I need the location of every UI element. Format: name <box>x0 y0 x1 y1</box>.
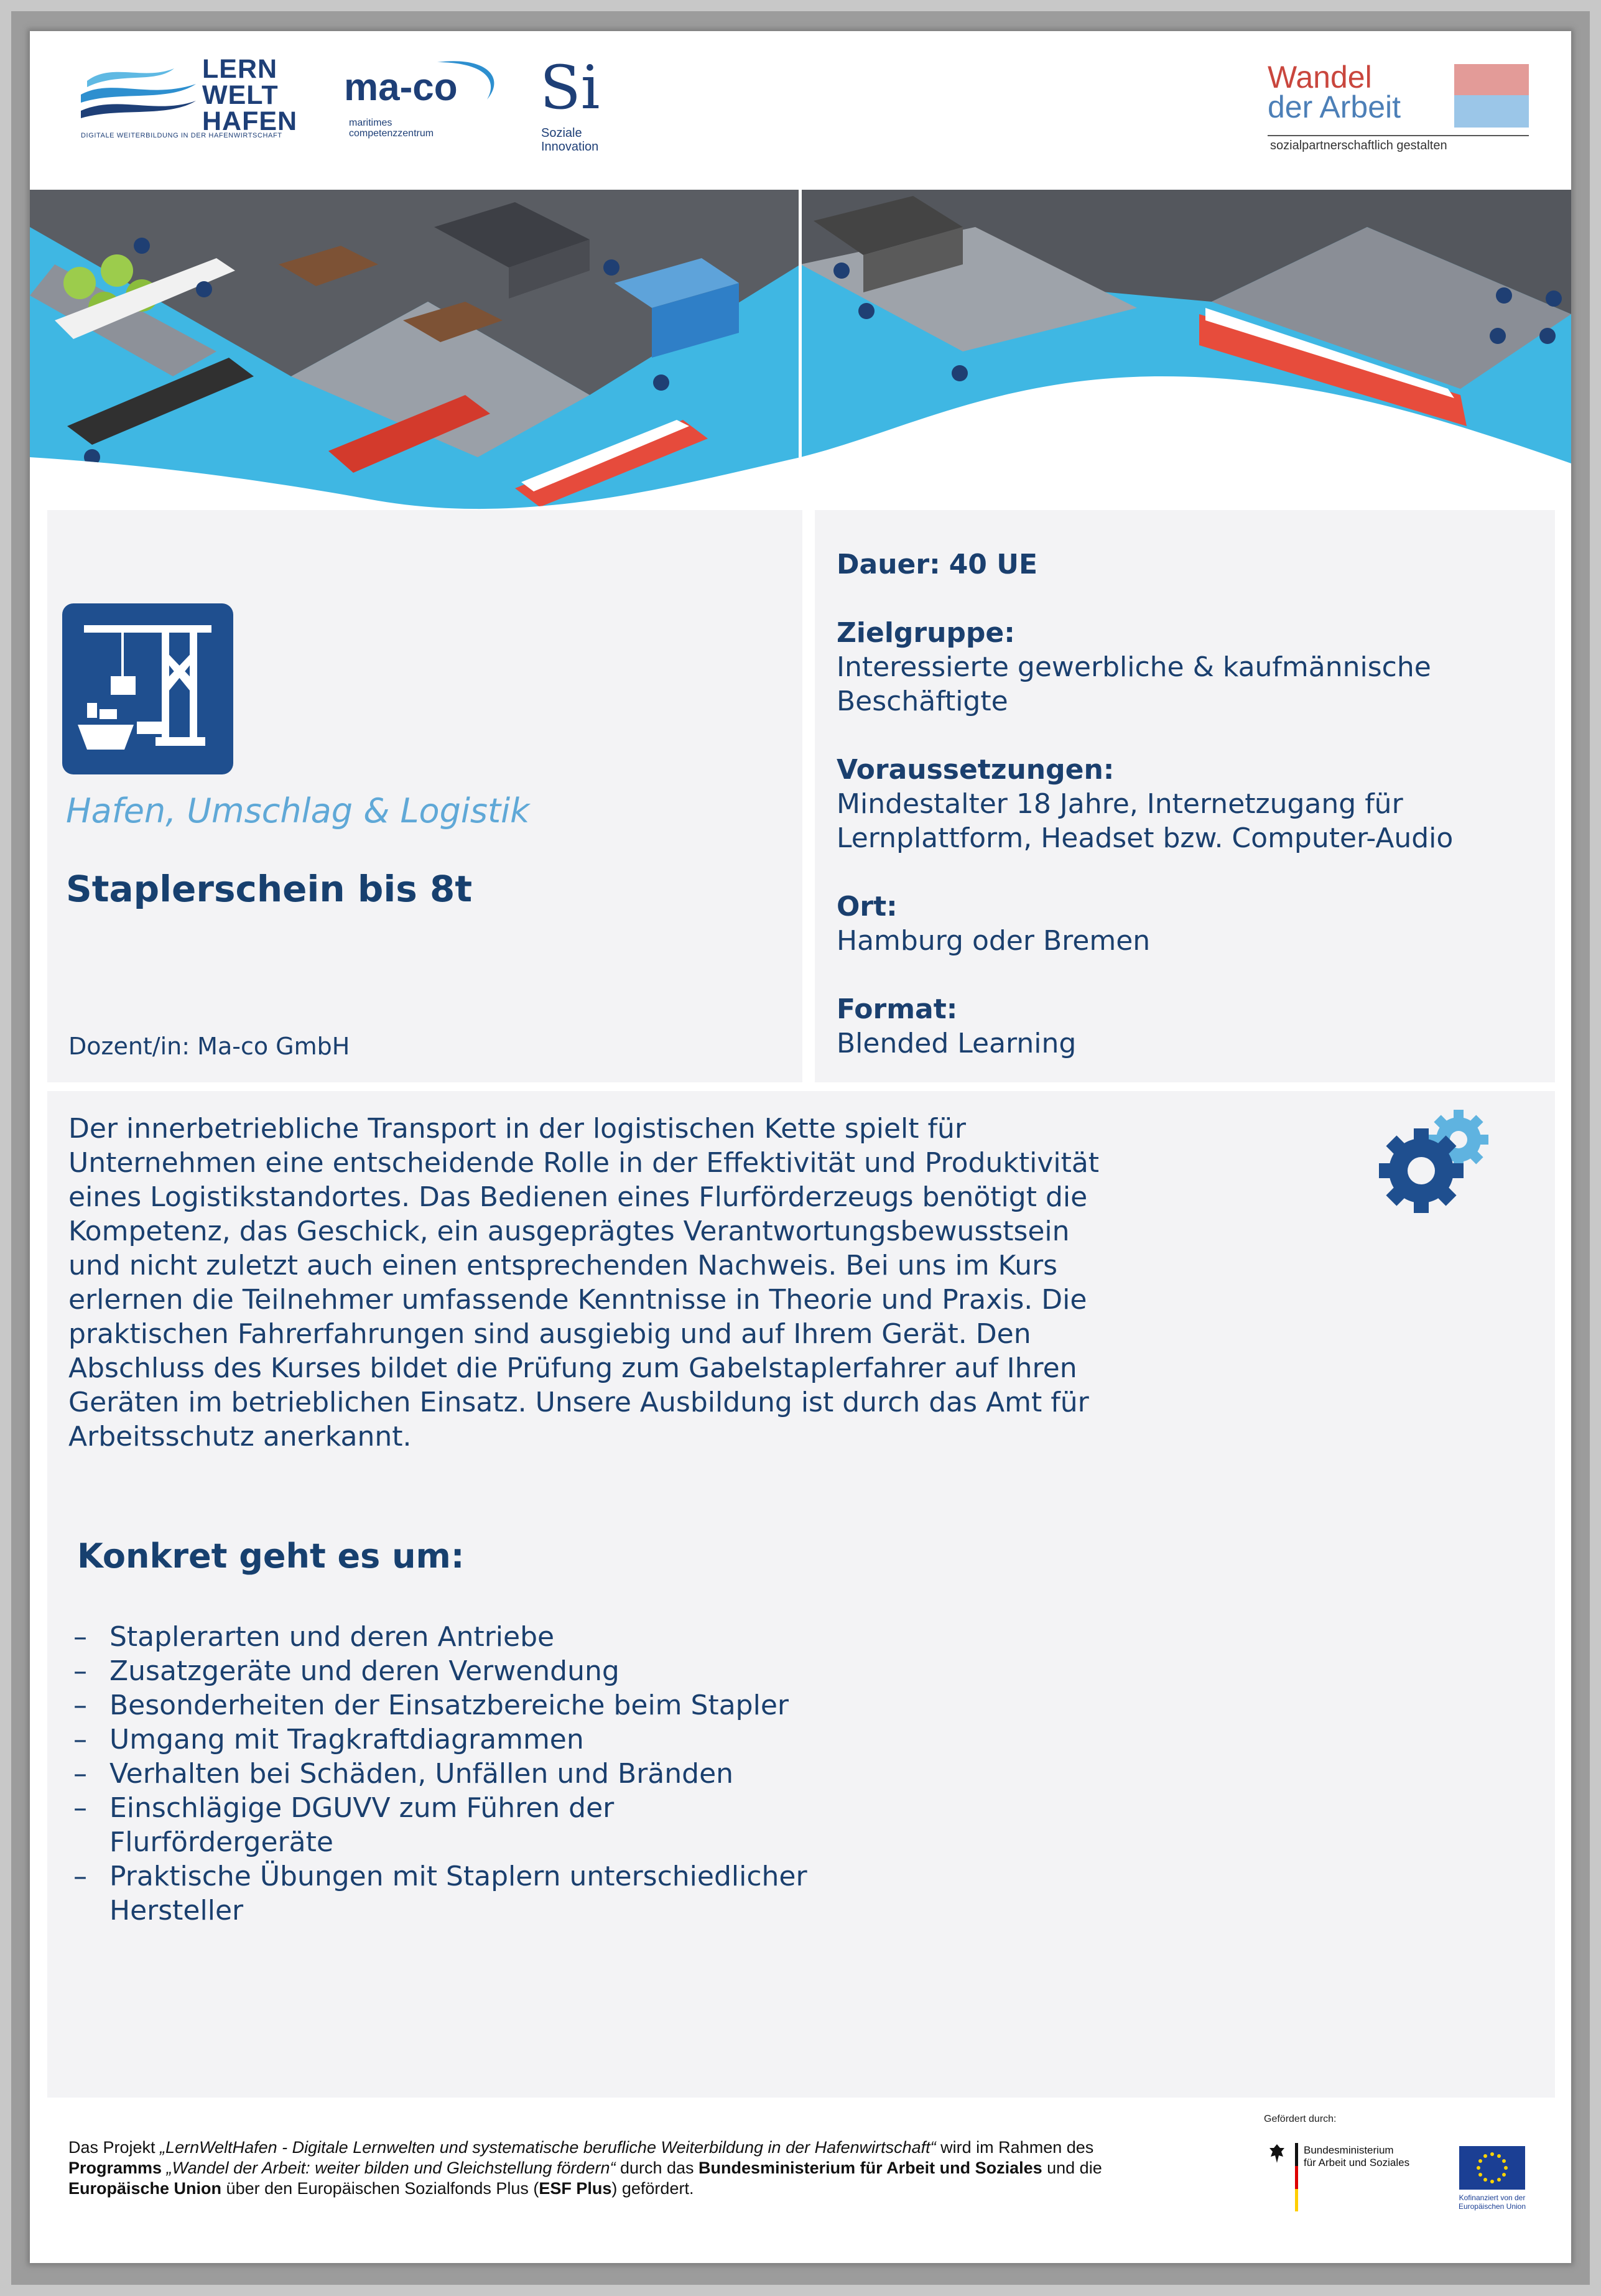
fact-voraussetzungen <box>837 753 1539 855</box>
si-mark: Si <box>540 53 600 123</box>
format-label: Format: <box>837 993 958 1025</box>
ort-value: Hamburg oder Bremen <box>837 925 1151 957</box>
bmas-wordmark: Bundesministerium für Arbeit und Soziales <box>1304 2144 1410 2168</box>
eu-caption: Kofinanziert von der Europäischen Union <box>1458 2193 1526 2211</box>
list-item: – Praktische Übungen mit Staplern unterschiedlicher Hersteller <box>73 1861 807 1927</box>
fact-format <box>837 992 1539 1061</box>
lecturer-label: Dozent/in: <box>68 1033 190 1060</box>
maco-wordmark: ma-co <box>344 66 458 109</box>
fact-dauer <box>837 547 1539 582</box>
maco-subtitle: maritimes competenzzentrum <box>349 118 434 139</box>
german-flag-bar <box>1295 2143 1298 2211</box>
ort-label: Ort: <box>837 891 898 923</box>
course-facts <box>837 547 1539 1095</box>
list-item: – Zusatzgeräte und deren Verwendung <box>73 1655 620 1687</box>
format-value: Blended Learning <box>837 1028 1077 1059</box>
harbor-crane-icon <box>62 603 233 774</box>
list-item: – Besonderheiten der Einsatzbereiche beim Stapler <box>73 1689 789 1721</box>
course-description: Der innerbetriebliche Transport in der logistischen Kette spielt für Unternehmen eine entscheidende Rolle in der Effektivität und Produktivität eines Logistikstandortes. Das Bedienen eines Flurförderzeugs benötigt die Kompetenz, das Geschick, ein ausgeprägtes Verantwortungsbewusstsein und nicht zuletzt auch einen entsprechenden Nachweis. Bei uns im Kurs erlernen die Teilnehmer umfassende Kenntnisse in Theorie und Praxis. Die praktischen Fahrerfahrungen sind ausgiebig und auf Ihrem Gerät. Den Abschluss des Kurses bildet die Prüfung zum Gabelstaplerfahrer auf Ihren Geräten im betrieblichen Einsatz. Unsere Ausbildung ist durch das Amt für Arbeitsschutz anerkannt. <box>68 1113 1100 1452</box>
fact-zielgruppe <box>837 616 1539 718</box>
voraussetzungen-value: Mindestalter 18 Jahre, Internetzugang für Lernplattform, Headset bzw. Computer-Audio <box>837 788 1454 854</box>
eu-logo <box>1458 2146 1526 2215</box>
wandel-der-arbeit-logo <box>1268 59 1529 159</box>
voraussetzungen-label: Voraussetzungen: <box>837 754 1115 786</box>
logo-bar <box>30 31 1571 190</box>
lernwelthafen-logo <box>81 56 317 149</box>
wandel-line1: Wandel <box>1268 60 1372 95</box>
eu-flag-icon <box>1459 2146 1525 2190</box>
wandel-line2: der Arbeit <box>1268 90 1401 124</box>
wandel-subtitle: sozialpartnerschaftlich gestalten <box>1270 139 1447 152</box>
topic-list <box>68 1620 815 1928</box>
maco-logo <box>344 53 506 146</box>
dauer-value: 40 UE <box>949 549 1038 580</box>
soziale-innovation-logo <box>540 53 646 159</box>
zielgruppe-value: Interessierte gewerbliche & kaufmännische Beschäftigte <box>837 651 1431 717</box>
dauer-label: Dauer: <box>837 549 940 580</box>
konkret-heading: Konkret geht es um: <box>77 1536 465 1576</box>
list-item: – Verhalten bei Schäden, Unfällen und Bränden <box>73 1758 734 1790</box>
german-eagle-icon <box>1269 2143 1285 2164</box>
course-title: Staplerschein bis 8t <box>66 868 473 910</box>
list-item: – Umgang mit Tragkraftdiagrammen <box>73 1724 584 1755</box>
lernwelthafen-wordmark: LERN WELT HAFEN <box>202 54 298 136</box>
course-category: Hafen, Umschlag & Logistik <box>66 791 530 830</box>
funding-note: Das Projekt „LernWeltHafen - Digitale Lernwelten und systematische berufliche Weiterbildung in der Hafenwirtschaft“ wird im Rahmen des Programms „Wandel der Arbeit: weiter bilden und Gleichstellung fördern“ durch das Bundesministerium für Arbeit und Soziales und die Europäische Union über den Europäischen Sozialfonds Plus (ESF Plus) gefördert. <box>68 2138 1102 2198</box>
waves-icon <box>81 56 199 131</box>
gefoerdert-label: Gefördert durch: <box>1264 2114 1337 2124</box>
lernwelthafen-subtitle: DIGITALE WEITERBILDUNG IN DER HAFENWIRTSCHAFT <box>81 132 282 139</box>
flyer-page <box>30 31 1571 2263</box>
lecturer-name: Ma-co GmbH <box>197 1033 350 1060</box>
list-item: – Einschlägige DGUVV zum Führen der Flurfördergeräte <box>73 1792 615 1858</box>
list-item: – Staplerarten und deren Antriebe <box>73 1621 555 1653</box>
zielgruppe-label: Zielgruppe: <box>837 617 1015 649</box>
fact-ort <box>837 890 1539 958</box>
si-subtitle: Soziale Innovation <box>541 126 599 154</box>
gears-icon <box>1376 1107 1488 1213</box>
bmas-logo <box>1264 2143 1419 2211</box>
lecturer <box>68 1033 350 1060</box>
harbor-banner-illustration <box>30 190 1571 538</box>
